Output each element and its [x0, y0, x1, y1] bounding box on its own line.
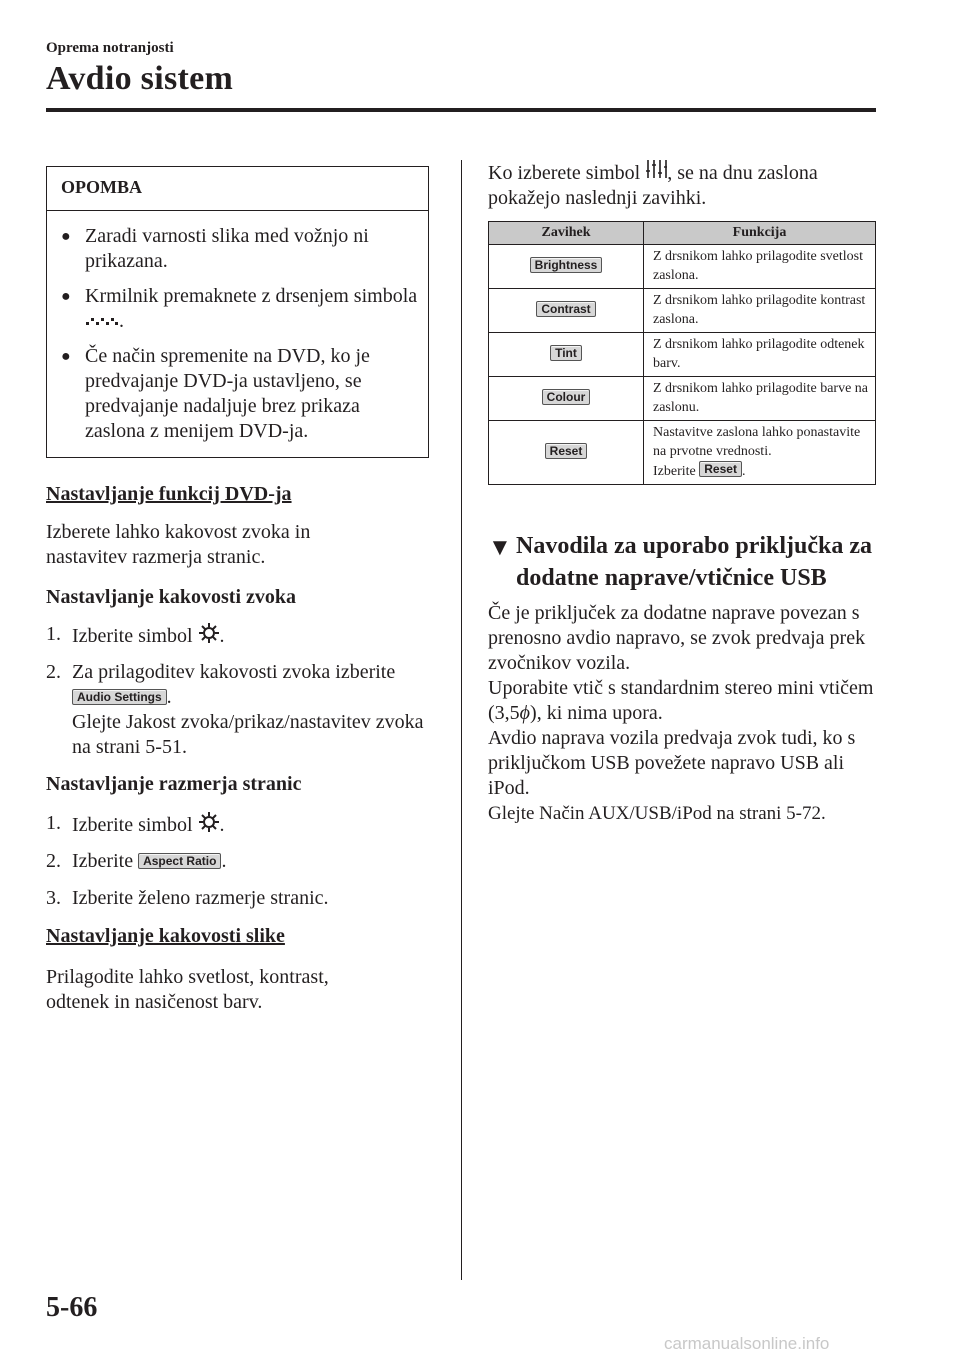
page-number: 5-66: [46, 1292, 98, 1323]
slider-handle-icon: [85, 315, 119, 327]
aspect-heading: Nastavljanje razmerja stranic: [46, 773, 302, 795]
brightness-tab[interactable]: Brightness: [530, 257, 603, 273]
table-row: [489, 377, 876, 421]
bullet-icon: ●: [61, 348, 71, 365]
aspect-ratio-button[interactable]: Aspect Ratio: [138, 853, 221, 869]
watermark: carmanualsonline.info: [664, 1334, 830, 1353]
sound-heading: Nastavljanje kakovosti zvoka: [46, 586, 297, 608]
contrast-tab[interactable]: Contrast: [536, 301, 595, 317]
aspect-step-3: 3. Izberite želeno razmerje stranic.: [46, 887, 329, 909]
usb-paragraph: Glejte Način AUX/USB/iPod na strani 5-72.: [488, 803, 826, 824]
table-cell-function: Nastavitve zaslona lahko ponastavite na prvotne vrednosti. Izberite Reset .: [644, 421, 876, 485]
page-title: Avdio sistem: [46, 60, 234, 97]
sound-step-1: 1. Izberite simbol .: [46, 623, 225, 647]
note-item-text: Zaradi varnosti slika med vožnjo ni prikazana.: [85, 225, 369, 272]
triangle-down-icon: ▼: [488, 535, 512, 561]
table-cell-function: Z drsnikom lahko prilagodite odtenek barv.: [644, 333, 876, 377]
note-item: ● Krmilnik premaknete z drsenjem simbola .: [61, 285, 418, 332]
dvd-intro: Izberete lahko kakovost zvoka in nastavitev razmerja stranic.: [46, 521, 311, 568]
tabs-intro: Ko izberete simbol , se na dnu zaslona pokažejo naslednji zavihki.: [488, 158, 876, 211]
column-divider: [461, 160, 462, 1280]
reset-tab[interactable]: Reset: [545, 443, 588, 459]
note-item-text: Če način spremenite na DVD, ko je predvajanje DVD-ja ustavljeno, se predvajanje nadaljuje brez prikaza zaslona z menijem DVD-ja.: [85, 345, 370, 442]
bullet-icon: ●: [61, 288, 71, 305]
aspect-step-1: 1. Izberite simbol .: [46, 812, 225, 836]
note-item: [61, 224, 423, 274]
tabs-table: [488, 221, 876, 485]
bullet-icon: ●: [61, 228, 71, 245]
title-rule: [46, 108, 876, 112]
image-quality-heading: Nastavljanje kakovosti slike: [46, 925, 285, 947]
table-row: [489, 245, 876, 289]
usb-body: [488, 601, 876, 826]
dvd-settings-heading: Nastavljanje funkcij DVD-ja: [46, 483, 292, 505]
usb-paragraph: Avdio naprava vozila predvaja zvok tudi, ko s priključkom USB povežete napravo USB ali iPod.: [488, 727, 856, 799]
table-row: [489, 421, 876, 485]
settings-gear-icon: [198, 622, 220, 644]
aspect-step-2: 2. Izberite Aspect Ratio .: [46, 850, 227, 872]
equalizer-icon: [645, 158, 667, 180]
table-cell-function: Z drsnikom lahko prilagodite svetlost zaslona.: [644, 245, 876, 289]
diameter-symbol-icon: ϕ: [519, 702, 531, 724]
audio-settings-button[interactable]: Audio Settings: [72, 689, 167, 705]
settings-gear-icon: [198, 811, 220, 833]
table-row: [489, 333, 876, 377]
reset-button[interactable]: Reset: [699, 461, 742, 477]
usb-paragraph: Uporabite vtič s standardnim stereo mini vtičem (3,5ϕ), ki nima upora.: [488, 677, 874, 724]
tint-tab[interactable]: Tint: [550, 345, 582, 361]
table-header-row: [489, 222, 876, 245]
usb-section-heading: ▼ Navodila za uporabo priključka za dodatne naprave/vtičnice USB: [488, 533, 873, 591]
note-item: [61, 344, 423, 444]
note-box: [46, 166, 429, 458]
image-quality-intro: Prilagodite lahko svetlost, kontrast, odtenek in nasičenost barv.: [46, 966, 329, 1013]
note-item-text: Krmilnik premaknete z drsenjem simbola: [85, 285, 418, 307]
column-header-tab: Zavihek: [489, 222, 644, 245]
colour-tab[interactable]: Colour: [542, 389, 591, 405]
section-label: Oprema notranjosti: [46, 40, 174, 56]
table-cell-function: Z drsnikom lahko prilagodite barve na zaslonu.: [644, 377, 876, 421]
sound-step-2: 2. Za prilagoditev kakovosti zvoka izberite Audio Settings . Glejte Jakost zvoka/prikaz/nastavitev zvoka na strani 5-51.: [46, 661, 424, 758]
table-cell-function: Z drsnikom lahko prilagodite kontrast zaslona.: [644, 289, 876, 333]
note-title: OPOMBA: [47, 167, 428, 211]
column-header-function: Funkcija: [644, 222, 876, 245]
table-row: [489, 289, 876, 333]
usb-paragraph: Če je priključek za dodatne naprave povezan s prenosno avdio napravo, se zvok predvaja prek zvočnikov vozila.: [488, 602, 866, 674]
